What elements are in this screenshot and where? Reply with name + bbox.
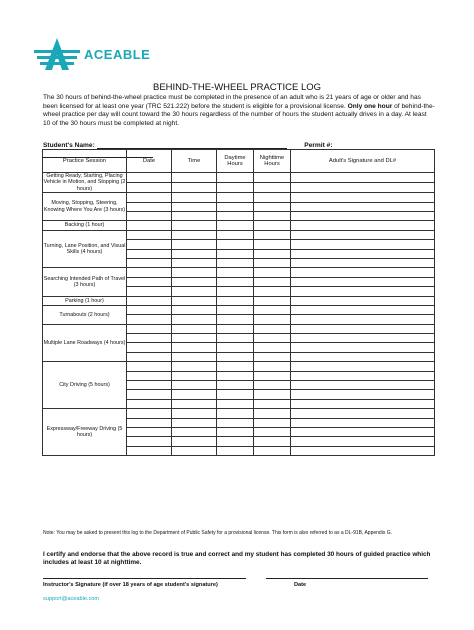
practice-session-label: Expressway/Freeway Driving (5 hours) (43, 409, 127, 456)
daytime-hours-cell[interactable] (217, 230, 254, 239)
daytime-hours-cell[interactable] (217, 305, 254, 314)
time-cell[interactable] (172, 268, 217, 277)
date-cell[interactable] (127, 418, 172, 427)
signature-cell[interactable] (291, 352, 435, 361)
date-cell[interactable] (127, 352, 172, 361)
signature-cell[interactable] (291, 173, 435, 183)
date-cell[interactable] (127, 277, 172, 286)
date-cell[interactable] (127, 268, 172, 277)
date-cell[interactable] (127, 230, 172, 239)
intro-bold-phrase: Only one hour (347, 102, 393, 110)
brand-name: ACEABLE (84, 46, 151, 62)
signature-cell[interactable] (291, 240, 435, 249)
date-cell[interactable] (127, 390, 172, 399)
practice-session-label: Searching Intended Path of Travel (3 hours) (43, 268, 127, 296)
date-cell[interactable] (127, 258, 172, 267)
time-cell[interactable] (172, 212, 217, 221)
table-row (43, 409, 435, 418)
header-date: Date (127, 150, 172, 173)
date-cell[interactable] (127, 183, 172, 193)
signature-cell[interactable] (291, 202, 435, 211)
daytime-hours-cell[interactable] (217, 446, 254, 455)
time-cell[interactable] (172, 202, 217, 211)
daytime-hours-cell[interactable] (217, 352, 254, 361)
time-cell[interactable] (172, 409, 217, 418)
daytime-hours-cell[interactable] (217, 381, 254, 390)
nighttime-hours-cell[interactable] (254, 352, 291, 361)
daytime-hours-cell[interactable] (217, 371, 254, 380)
table-row (43, 268, 435, 277)
signature-cell[interactable] (291, 446, 435, 455)
time-cell[interactable] (172, 371, 217, 380)
practice-session-label: City Driving (5 hours) (43, 362, 127, 409)
signature-cell[interactable] (291, 437, 435, 446)
header-practice-session: Practice Session (43, 150, 127, 173)
daytime-hours-cell[interactable] (217, 221, 254, 230)
nighttime-hours-cell[interactable] (254, 183, 291, 193)
date-cell[interactable] (127, 446, 172, 455)
date-cell[interactable] (127, 437, 172, 446)
table-row (43, 296, 435, 305)
daytime-hours-cell[interactable] (217, 427, 254, 436)
signature-cell[interactable] (291, 305, 435, 314)
date-cell[interactable] (127, 173, 172, 183)
nighttime-hours-cell[interactable] (254, 249, 291, 258)
nighttime-hours-cell[interactable] (254, 362, 291, 371)
table-row (43, 173, 435, 183)
student-name-field[interactable] (97, 140, 287, 149)
signature-cell[interactable] (291, 427, 435, 436)
intro-text (43, 94, 435, 128)
time-cell[interactable] (172, 173, 217, 183)
header-adult-signature: Adult's Signature and DL# (291, 150, 435, 173)
time-cell[interactable] (172, 249, 217, 258)
signature-cell[interactable] (291, 212, 435, 221)
signature-cell[interactable] (291, 409, 435, 418)
daytime-hours-cell[interactable] (217, 183, 254, 193)
nighttime-hours-cell[interactable] (254, 427, 291, 436)
table-row (43, 221, 435, 230)
time-cell[interactable] (172, 390, 217, 399)
nighttime-hours-cell[interactable] (254, 258, 291, 267)
time-cell[interactable] (172, 446, 217, 455)
signature-cell[interactable] (291, 390, 435, 399)
date-cell[interactable] (127, 212, 172, 221)
daytime-hours-cell[interactable] (217, 173, 254, 183)
time-cell[interactable] (172, 221, 217, 230)
signature-cell[interactable] (291, 287, 435, 296)
daytime-hours-cell[interactable] (217, 343, 254, 352)
practice-session-label: Moving, Stopping, Steering, Knowing Where You Are (3 hours) (43, 193, 127, 221)
time-cell[interactable] (172, 334, 217, 343)
signature-cell[interactable] (291, 334, 435, 343)
daytime-hours-cell[interactable] (217, 296, 254, 305)
daytime-hours-cell[interactable] (217, 212, 254, 221)
table-row (43, 362, 435, 371)
date-cell[interactable] (127, 305, 172, 314)
support-email-link[interactable]: support@aceable.com (43, 596, 100, 602)
practice-session-label: Getting Ready, Starting, Placing Vehicle in Motion, and Stopping (2 hours) (43, 173, 126, 192)
time-cell[interactable] (172, 324, 217, 333)
practice-session-label: Multiple Lane Roadways (4 hours) (43, 324, 127, 362)
signature-cell[interactable] (291, 343, 435, 352)
time-cell[interactable] (172, 437, 217, 446)
practice-session-label: Turning, Lane Position, and Visual Skills (4 hours) (43, 230, 127, 268)
practice-session-label: Turnabouts (2 hours) (43, 305, 127, 324)
daytime-hours-cell[interactable] (217, 362, 254, 371)
signature-cell[interactable] (291, 268, 435, 277)
signature-cell[interactable] (291, 249, 435, 258)
date-cell[interactable] (127, 343, 172, 352)
signature-cell[interactable] (291, 324, 435, 333)
nighttime-hours-cell[interactable] (254, 287, 291, 296)
nighttime-hours-cell[interactable] (254, 399, 291, 408)
date-cell[interactable] (127, 324, 172, 333)
daytime-hours-cell[interactable] (217, 268, 254, 277)
time-cell[interactable] (172, 305, 217, 314)
aceable-a-icon (34, 37, 80, 71)
table-row (43, 193, 435, 202)
instructor-signature-label: Instructor's Signature (if over 18 years of age student's signature) (43, 582, 218, 588)
signature-cell[interactable] (291, 277, 435, 286)
student-name-label: Student's Name: (43, 142, 95, 149)
signature-cell[interactable] (291, 193, 435, 202)
nighttime-hours-cell[interactable] (254, 446, 291, 455)
date-cell[interactable] (127, 427, 172, 436)
certification-statement: I certify and endorse that the above record is true and correct and my student has completed 30 hours of guided practice which includes at least 10 at nighttime. (43, 551, 431, 567)
time-cell[interactable] (172, 427, 217, 436)
permit-label: Permit #: (304, 142, 333, 149)
page-title: BEHIND-THE-WHEEL PRACTICE LOG (152, 82, 322, 93)
daytime-hours-cell[interactable] (217, 390, 254, 399)
nighttime-hours-cell[interactable] (254, 230, 291, 239)
time-cell[interactable] (172, 352, 217, 361)
nighttime-hours-cell[interactable] (254, 315, 291, 324)
time-cell[interactable] (172, 230, 217, 239)
nighttime-hours-cell[interactable] (254, 193, 291, 202)
date-signature-line[interactable] (266, 578, 428, 579)
intro-paragraph-1: The 30 hours of behind-the-wheel practice must be completed in the presence of an adult who is 21 years of age or older and has been licensed for at least one year (TRC 521.222) before the student is eligible for a provisional license. (43, 94, 421, 110)
time-cell[interactable] (172, 287, 217, 296)
nighttime-hours-cell[interactable] (254, 409, 291, 418)
instructor-signature-line[interactable] (43, 578, 246, 579)
date-cell[interactable] (127, 296, 172, 305)
time-cell[interactable] (172, 277, 217, 286)
nighttime-hours-cell[interactable] (254, 305, 291, 314)
daytime-hours-cell[interactable] (217, 287, 254, 296)
nighttime-hours-cell[interactable] (254, 202, 291, 211)
daytime-hours-cell[interactable] (217, 258, 254, 267)
date-label: Date (294, 582, 307, 588)
signature-cell[interactable] (291, 258, 435, 267)
aceable-logo (34, 36, 164, 72)
daytime-hours-cell[interactable] (217, 399, 254, 408)
time-cell[interactable] (172, 193, 217, 202)
date-cell[interactable] (127, 409, 172, 418)
nighttime-hours-cell[interactable] (254, 221, 291, 230)
signature-cell[interactable] (291, 230, 435, 239)
nighttime-hours-cell[interactable] (254, 371, 291, 380)
daytime-hours-cell[interactable] (217, 193, 254, 202)
nighttime-hours-cell[interactable] (254, 418, 291, 427)
header-daytime-hours: Daytime Hours (217, 150, 254, 173)
nighttime-hours-cell[interactable] (254, 437, 291, 446)
nighttime-hours-cell[interactable] (254, 381, 291, 390)
daytime-hours-cell[interactable] (217, 324, 254, 333)
nighttime-hours-cell[interactable] (254, 212, 291, 221)
nighttime-hours-cell[interactable] (254, 343, 291, 352)
date-cell[interactable] (127, 371, 172, 380)
date-cell[interactable] (127, 221, 172, 230)
date-cell[interactable] (127, 240, 172, 249)
table-header-row (43, 150, 435, 173)
nighttime-hours-cell[interactable] (254, 324, 291, 333)
nighttime-hours-cell[interactable] (254, 277, 291, 286)
date-cell[interactable] (127, 362, 172, 371)
time-cell[interactable] (172, 258, 217, 267)
date-cell[interactable] (127, 193, 172, 202)
practice-session-label: Parking (1 hour) (43, 296, 127, 305)
signature-cell[interactable] (291, 362, 435, 371)
time-cell[interactable] (172, 399, 217, 408)
signature-cell[interactable] (291, 399, 435, 408)
signature-cell[interactable] (291, 183, 435, 193)
nighttime-hours-cell[interactable] (254, 240, 291, 249)
date-cell[interactable] (127, 381, 172, 390)
daytime-hours-cell[interactable] (217, 240, 254, 249)
date-cell[interactable] (127, 399, 172, 408)
daytime-hours-cell[interactable] (217, 418, 254, 427)
daytime-hours-cell[interactable] (217, 409, 254, 418)
daytime-hours-cell[interactable] (217, 202, 254, 211)
intro-paragraph-2: of behind-the-wheel practice per day will count toward the 30 hours regardless of the number of hours the student actually drives in a day. At least 10 of the 30 hours must be completed at night. (43, 102, 435, 127)
time-cell[interactable] (172, 381, 217, 390)
nighttime-hours-cell[interactable] (254, 296, 291, 305)
signature-cell[interactable] (291, 296, 435, 305)
log-body (43, 173, 435, 456)
signature-cell[interactable] (291, 315, 435, 324)
daytime-hours-cell[interactable] (217, 437, 254, 446)
date-cell[interactable] (127, 334, 172, 343)
practice-log-table (42, 149, 435, 456)
header-time: Time (172, 150, 217, 173)
time-cell[interactable] (172, 362, 217, 371)
date-cell[interactable] (127, 249, 172, 258)
note-text: Note: You may be asked to present this log to the Department of Public Safety for a provisional license. This form is also referred to as a DL-91B, Appendix G. (43, 530, 392, 536)
signature-cell[interactable] (291, 221, 435, 230)
daytime-hours-cell[interactable] (217, 315, 254, 324)
date-cell[interactable] (127, 202, 172, 211)
header-nighttime-hours: Nighttime Hours (254, 150, 291, 173)
daytime-hours-cell[interactable] (217, 249, 254, 258)
date-cell[interactable] (127, 287, 172, 296)
table-row (43, 305, 435, 314)
table-row (43, 324, 435, 333)
nighttime-hours-cell[interactable] (254, 334, 291, 343)
time-cell[interactable] (172, 183, 217, 193)
time-cell[interactable] (172, 296, 217, 305)
time-cell[interactable] (172, 240, 217, 249)
table-row (43, 230, 435, 239)
date-cell[interactable] (127, 315, 172, 324)
nighttime-hours-cell[interactable] (254, 390, 291, 399)
signature-cell[interactable] (291, 371, 435, 380)
time-cell[interactable] (172, 343, 217, 352)
signature-cell[interactable] (291, 418, 435, 427)
daytime-hours-cell[interactable] (217, 334, 254, 343)
daytime-hours-cell[interactable] (217, 277, 254, 286)
signature-cell[interactable] (291, 381, 435, 390)
time-cell[interactable] (172, 315, 217, 324)
nighttime-hours-cell[interactable] (254, 173, 291, 183)
time-cell[interactable] (172, 418, 217, 427)
nighttime-hours-cell[interactable] (254, 268, 291, 277)
practice-session-label: Backing (1 hour) (43, 221, 127, 230)
